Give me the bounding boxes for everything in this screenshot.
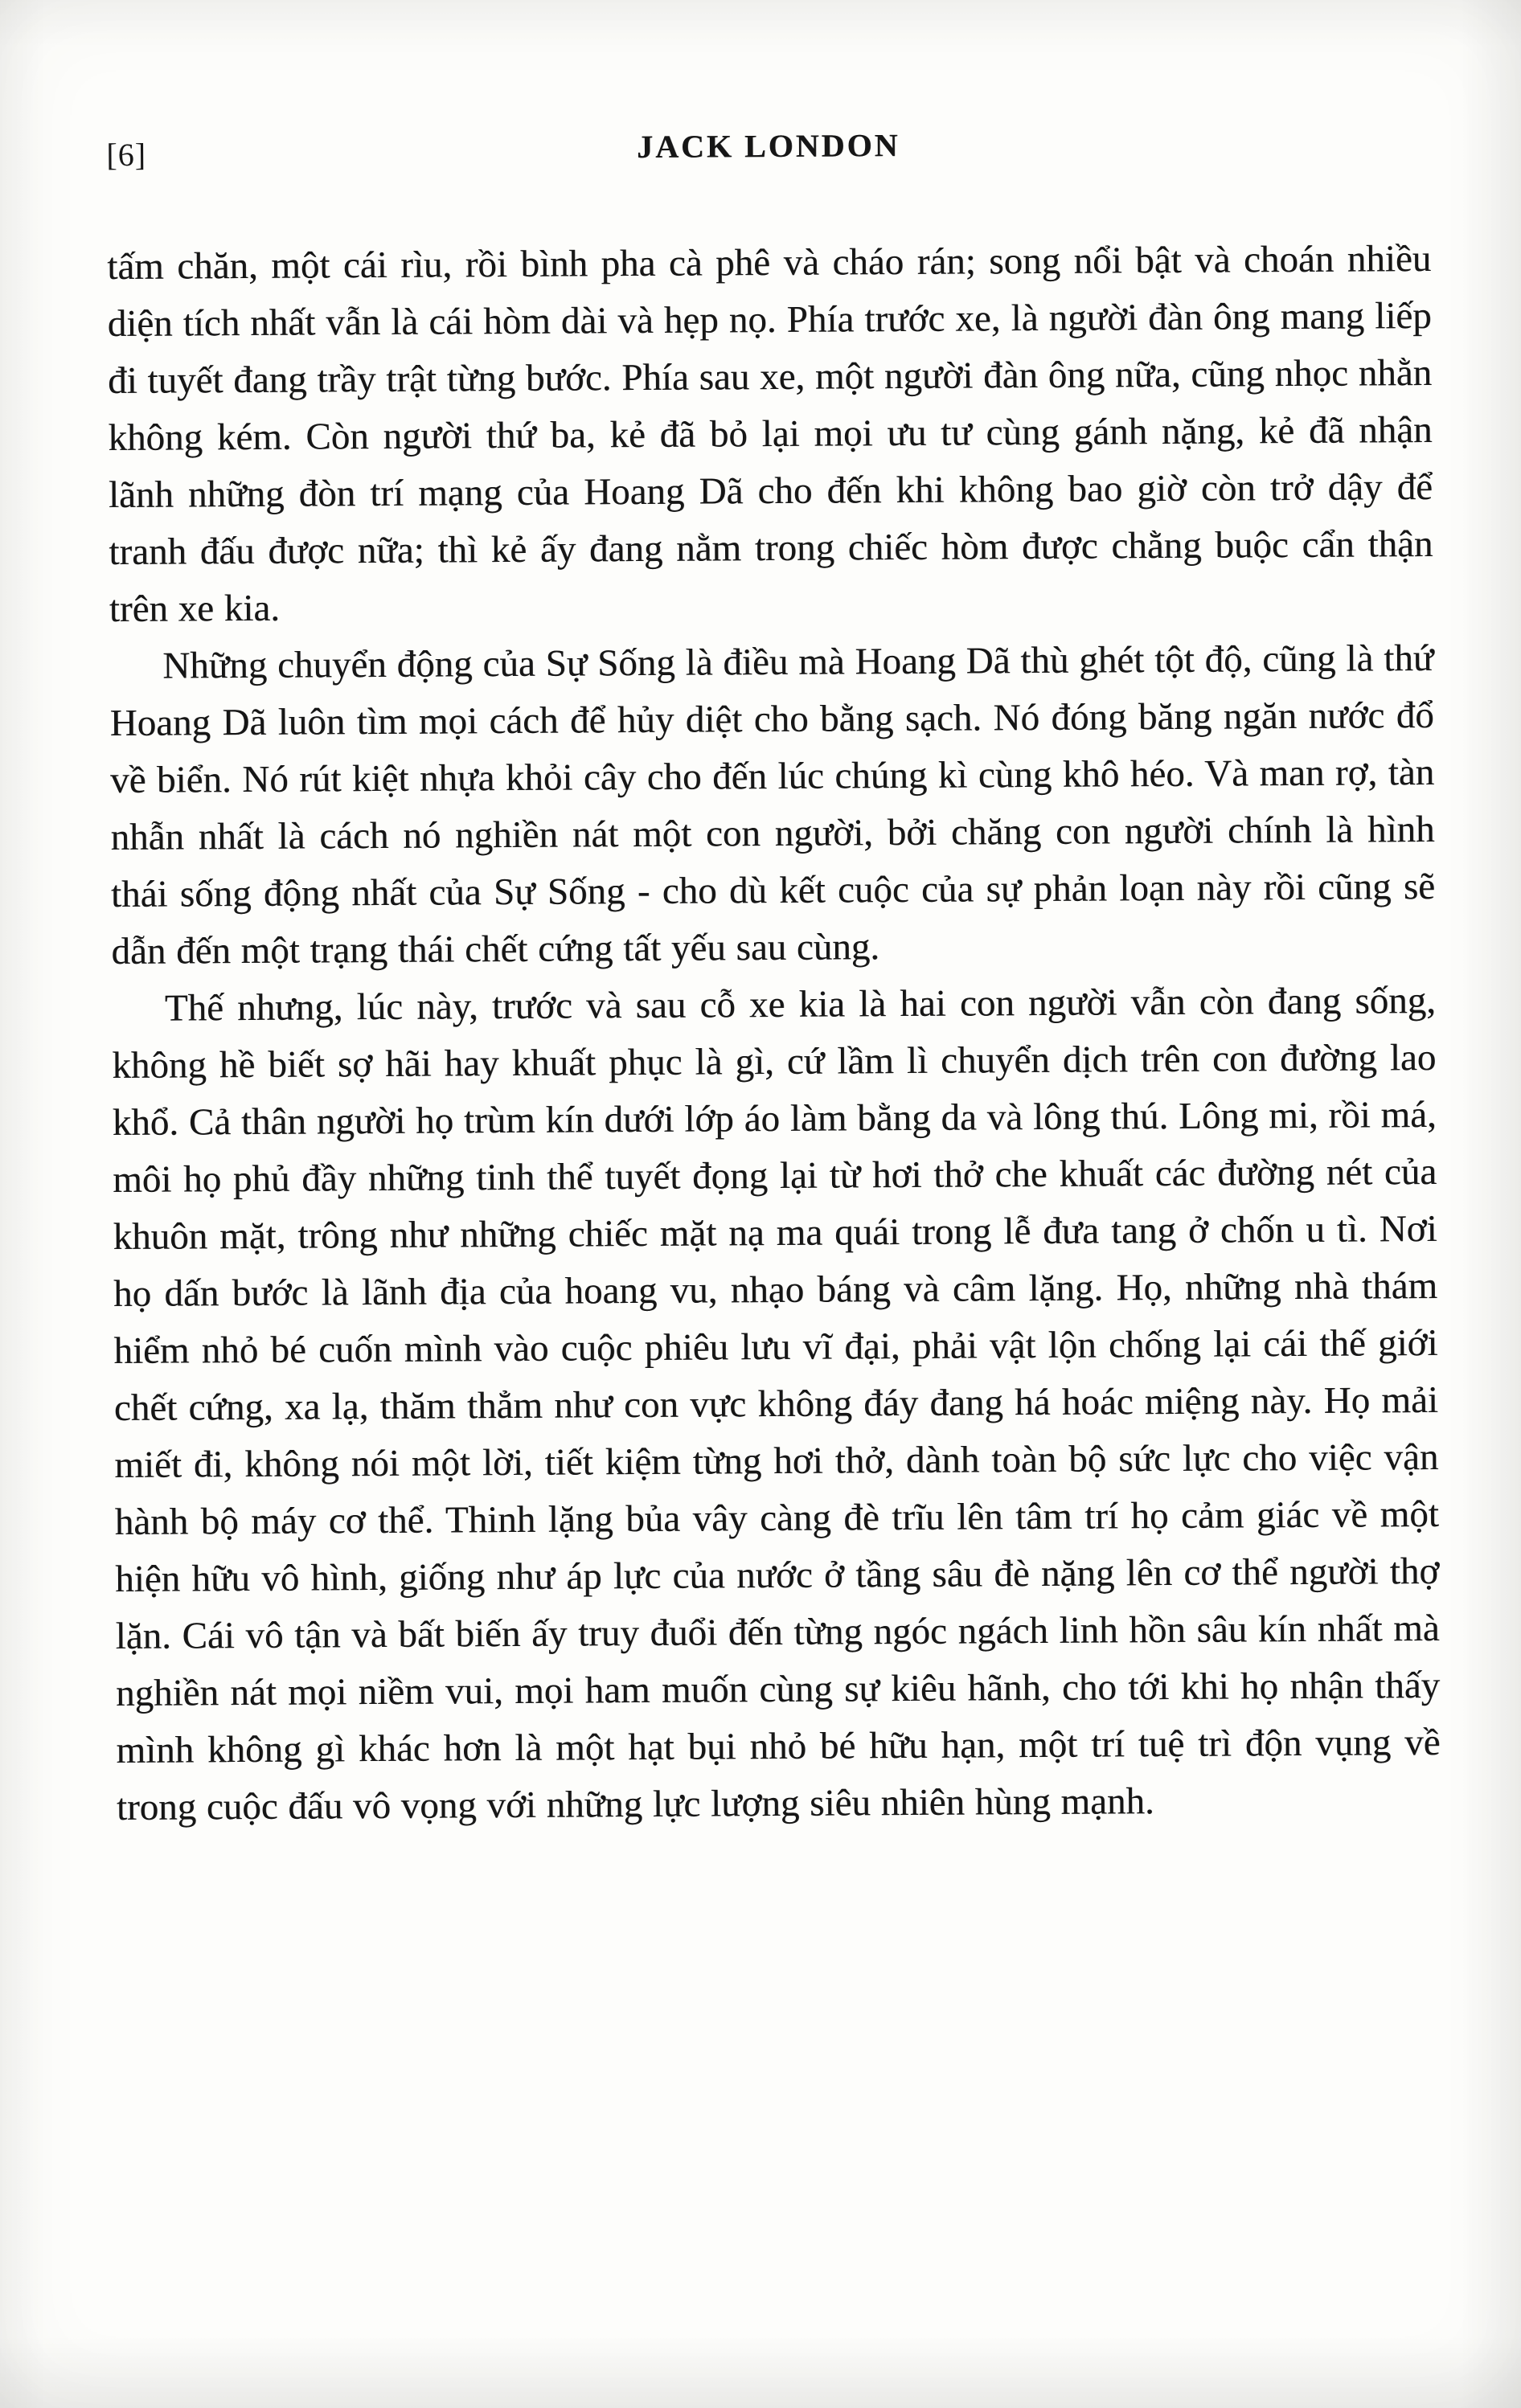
page-header bbox=[106, 117, 1430, 176]
paragraph: Thế nhưng, lúc này, trước và sau cỗ xe kia là hai con người vẫn còn đang sống, không hề biết sợ hãi hay khuất phục là gì, cứ lầm lì chuyển dịch trên con đường lao khổ. Cả thân người họ trùm kín dưới lớp áo làm bằng da và lông thú. Lông mi, rồi má, môi họ phủ đầy những tinh thể tuyết đọng lại từ hơi thở che khuất các đường nét của khuôn mặt, trông như những chiếc mặt nạ ma quái trong lễ đưa tang ở chốn u tì. Nơi họ dấn bước là lãnh địa của hoang vu, nhạo báng và câm lặng. Họ, những nhà thám hiểm nhỏ bé cuốn mình vào cuộc phiêu lưu vĩ đại, phải vật lộn chống lại cái thế giới chết cứng, xa lạ, thăm thẳm như con vực không đáy đang há hoác miệng này. Họ mải miết đi, không nói một lời, tiết kiệm từng hơi thở, dành toàn bộ sức lực cho việc vận hành bộ máy cơ thể. Thinh lặng bủa vây càng đè trĩu lên tâm trí họ cảm giác về một hiện hữu vô hình, giống như áp lực của nước ở tầng sâu đè nặng lên cơ thể người thợ lặn. Cái vô tận và bất biến ấy truy đuổi đến từng ngóc ngách linh hồn sâu kín nhất mà nghiền nát mọi niềm vui, mọi ham muốn cùng sự kiêu hãnh, cho tới khi họ nhận thấy mình không gì khác hơn là một hạt bụi nhỏ bé hữu hạn, một trí tuệ trì độn vụng về trong cuộc đấu vô vọng với những lực lượng siêu nhiên hùng mạnh. bbox=[112, 979, 1441, 1829]
page-number: [6] bbox=[106, 136, 147, 174]
running-header-title: JACK LONDON bbox=[637, 127, 900, 166]
paragraph: Những chuyển động của Sự Sống là điều mà Hoang Dã thù ghét tột độ, cũng là thứ Hoang Dã luôn tìm mọi cách để hủy diệt cho bằng sạch. Nó đóng băng ngăn nước đổ về biển. Nó rút kiệt nhựa khỏi cây cho đến lúc chúng kì cùng khô héo. Và man rợ, tàn nhẫn nhất là cách nó nghiền nát một con người, bởi chăng con người chính là hình thái sống động nhất của Sự Sống - cho dù kết cuộc của sự phản loạn này rồi cũng sẽ dẫn đến một trạng thái chết cứng tất yếu sau cùng. bbox=[109, 637, 1436, 973]
paragraph-continuation: tấm chăn, một cái rìu, rồi bình pha cà phê và cháo rán; song nổi bật và choán nhiều diện tích nhất vẫn là cái hòm dài và hẹp nọ. Phía trước xe, là người đàn ông mang liếp đi tuyết đang trầy trật từng bước. Phía sau xe, một người đàn ông nữa, cũng nhọc nhằn không kém. Còn người thứ ba, kẻ đã bỏ lại mọi ưu tư cùng gánh nặng, kẻ đã nhận lãnh những đòn trí mạng của Hoang Dã cho đến khi không bao giờ còn trở dậy để tranh đấu được nữa; thì kẻ ấy đang nằm trong chiếc hòm được chằng buộc cẩn thận trên xe kia. bbox=[107, 237, 1433, 631]
body-text-block bbox=[107, 231, 1441, 1837]
scanned-content bbox=[106, 117, 1441, 1837]
